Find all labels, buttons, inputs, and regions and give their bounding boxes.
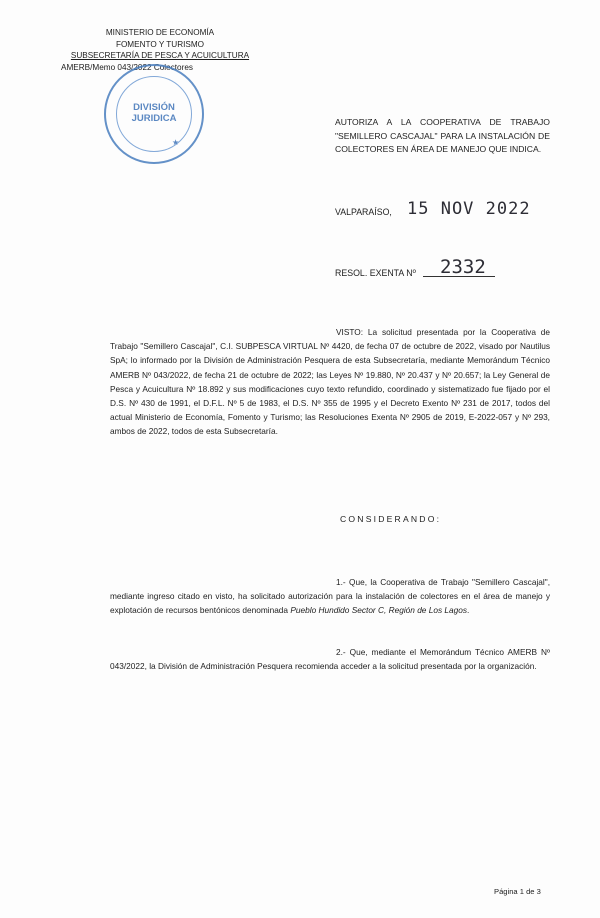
resolution-number: 2332	[440, 256, 486, 278]
date-label: VALPARAÍSO,	[335, 207, 392, 217]
ministry-line-2: FOMENTO Y TURISMO	[115, 39, 205, 49]
stamp-line-1: DIVISIÓN	[133, 102, 175, 113]
considerando-paragraph-2: 2.- Que, mediante el Memorándum Técnico AMERB Nº 043/2022, la División de Administración Pesquera recomienda acceder a la solicitud presentada por la organización.	[110, 647, 550, 672]
page-number: Página 1 de 3	[494, 887, 541, 896]
resolution-subject: AUTORIZA A LA COOPERATIVA DE TRABAJO "SEMILLERO CASCAJAL" PARA LA INSTALACIÓN DE COLECTORES EN ÁREA DE MANEJO QUE INDICA.	[335, 117, 550, 154]
division-juridica-stamp	[104, 64, 204, 164]
memo-reference: AMERB/Memo 043/2022 Colectores	[61, 62, 193, 72]
p1-text: 1.- Que, la Cooperativa de Trabajo "Semillero Cascajal", mediante ingreso citado en visto, ha solicitado autorización para la instalación de colectores en el área de manejo y explotación de recursos bentónicos denominada	[110, 577, 550, 616]
date-stamp: 15 NOV 2022	[407, 199, 531, 219]
p1-italic-location: Pueblo Hundido Sector C, Región de Los Lagos	[290, 605, 468, 616]
visto-paragraph: VISTO: La solicitud presentada por la Cooperativa de Trabajo "Semillero Cascajal", C.I. SUBPESCA VIRTUAL Nº 4420, de fecha 07 de octubre de 2022, visado por Nautilus SpA; lo informado por la División de Administración Pesquera de esta Subsecretaría, mediante Memorándum Técnico AMERB Nº 043/2022, de fecha 21 de octubre de 2022; las Leyes Nº 19.880, Nº 20.437 y Nº 20.657; la Ley General de Pesca y Acuicultura Nº 18.892 y sus modificaciones cuyo texto refundido, coordinado y sistematizado fue fijado por el D.S. Nº 430 de 1991, el D.F.L. Nº 5 de 1983, el D.S. Nº 355 de 1995 y el Decreto Exento Nº 231 de 2017, todos del actual Ministerio de Economía, Fomento y Turismo; las Resoluciones Exenta Nº 2905 de 2019, E-2022-057 y Nº 293, ambos de 2022, todos de esta Subsecretaría.	[110, 327, 550, 437]
considerando-heading: CONSIDERANDO:	[340, 514, 442, 524]
considerando-paragraph-1	[110, 575, 550, 618]
star-icon: ★	[172, 138, 180, 147]
stamp-line-2: JURIDICA	[131, 113, 177, 124]
subsecretariat-line: SUBSECRETARÍA DE PESCA Y ACUICULTURA	[70, 51, 250, 60]
p1-end: .	[467, 605, 470, 616]
resolution-label: RESOL. EXENTA Nº	[335, 268, 416, 278]
ministry-line: MINISTERIO DE ECONOMÍA	[105, 28, 215, 37]
stamp-text	[106, 102, 202, 124]
